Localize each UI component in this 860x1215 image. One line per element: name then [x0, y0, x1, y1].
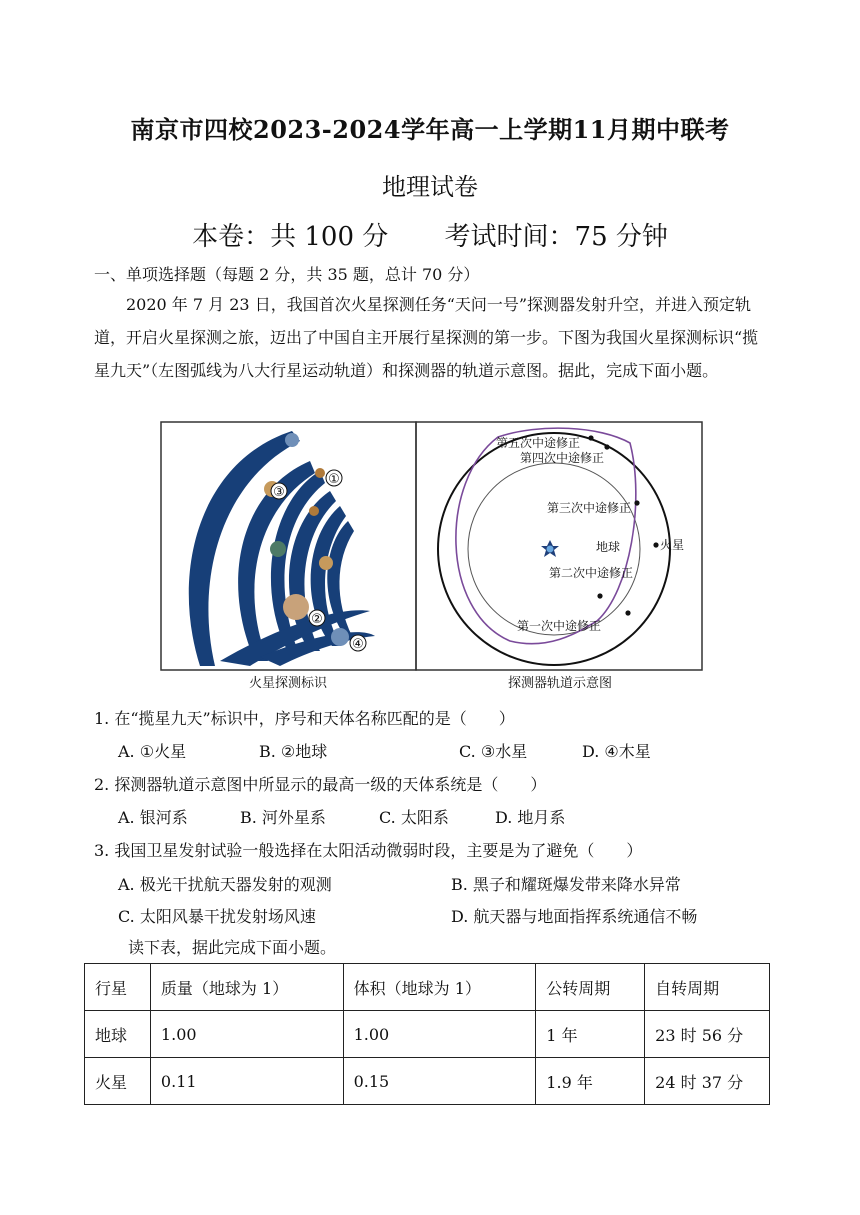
q1-option-d: D. ④木星: [582, 742, 651, 761]
table-cell: 1.9 年: [536, 1058, 645, 1105]
q2-option-b: B. 河外星系: [240, 808, 326, 827]
label-c2: 第二次中途修正: [549, 566, 634, 580]
question-2: 2. 探测器轨道示意图中所显示的最高一级的天体系统是（ ）: [94, 775, 547, 794]
table-cell: 0.11: [150, 1058, 343, 1105]
q1-option-a: A. ①火星: [118, 742, 187, 761]
label-c5: 第五次中途修正: [496, 436, 581, 450]
label-mars: 火星: [660, 538, 685, 552]
q3-option-a: A. 极光干扰航天器发射的观测: [118, 875, 332, 894]
table-cell: 0.15: [343, 1058, 536, 1105]
table-cell: 1 年: [536, 1011, 645, 1058]
label-c3: 第三次中途修正: [547, 501, 632, 515]
table-cell: 24 时 37 分: [645, 1058, 770, 1105]
right-caption: 探测器轨道示意图: [507, 676, 613, 691]
q1-option-c: C. ③水星: [459, 742, 528, 761]
table-intro: 读下表，据此完成下面小题。: [128, 938, 337, 957]
planet-dot: [315, 468, 325, 478]
table-header-cell: 体积（地球为 1）: [343, 964, 536, 1011]
sun-icon: [541, 540, 559, 557]
table-row: [85, 1011, 770, 1058]
exam-title: 南京市四校2023-2024学年高一上学期11月期中联考: [130, 115, 730, 144]
intro-paragraph: 2020 年 7 月 23 日，我国首次火星探测任务“天问一号”探测器发射升空，并进入预定轨道，开启火星探测之旅，迈出了中国自主开展行星探测的第一步。下图为我国火星探测标识“揽星九天”（左图弧线为八大行星运动轨道）和探测器的轨道示意图。据此，完成下面小题。: [94, 295, 759, 380]
table-cell: 火星: [85, 1058, 151, 1105]
table-header-cell: 自转周期: [645, 964, 770, 1011]
planet-dot: [285, 433, 299, 447]
q2-option-a: A. 银河系: [118, 808, 188, 827]
label-c4: 第四次中途修正: [520, 451, 605, 465]
q2-option-d: D. 地月系: [495, 808, 566, 827]
q3-option-d: D. 航天器与地面指挥系统通信不畅: [451, 907, 698, 926]
exam-duration: 考试时间：75 分钟: [444, 222, 668, 252]
planet-dot: [309, 506, 319, 516]
marker-2: ②: [311, 612, 323, 627]
table-header-cell: 公转周期: [536, 964, 645, 1011]
table-row: [85, 1058, 770, 1105]
planet-dot: [283, 594, 309, 620]
label-c1: 第一次中途修正: [517, 619, 602, 633]
table-cell: 23 时 56 分: [645, 1011, 770, 1058]
table-cell: 地球: [85, 1011, 151, 1058]
subject-title: 地理试卷: [382, 173, 478, 201]
planet-dot: [331, 628, 349, 646]
planet-table: [84, 963, 770, 1105]
q3-option-c: C. 太阳风暴干扰发射场风速: [118, 907, 316, 926]
table-cell: 1.00: [150, 1011, 343, 1058]
table-cell: 1.00: [343, 1011, 536, 1058]
q3-option-b: B. 黑子和耀斑爆发带来降水异常: [451, 875, 681, 894]
question-3: 3. 我国卫星发射试验一般选择在太阳活动微弱时段，主要是为了避免（ ）: [94, 841, 643, 860]
q2-option-c: C. 太阳系: [379, 808, 449, 827]
section-heading: 一、单项选择题（每题 2 分，共 35 题，总计 70 分）: [94, 265, 480, 284]
left-caption: 火星探测标识: [248, 676, 328, 691]
question-1: 1. 在“揽星九天”标识中，序号和天体名称匹配的是（ ）: [94, 709, 515, 728]
mars-probe-figure: [160, 421, 704, 691]
marker-4: ④: [352, 637, 364, 652]
q1-option-b: B. ②地球: [259, 742, 328, 761]
total-score: 本卷：共 100 分: [192, 222, 389, 252]
table-header-cell: 质量（地球为 1）: [150, 964, 343, 1011]
table-header-row: [85, 964, 770, 1011]
marker-1: ①: [328, 472, 340, 487]
label-earth: 地球: [596, 540, 621, 554]
exam-meta: [0, 216, 860, 253]
table-header-cell: 行星: [85, 964, 151, 1011]
planet-dot: [270, 541, 286, 557]
planet-dot: [319, 556, 333, 570]
marker-3: ③: [273, 485, 285, 500]
